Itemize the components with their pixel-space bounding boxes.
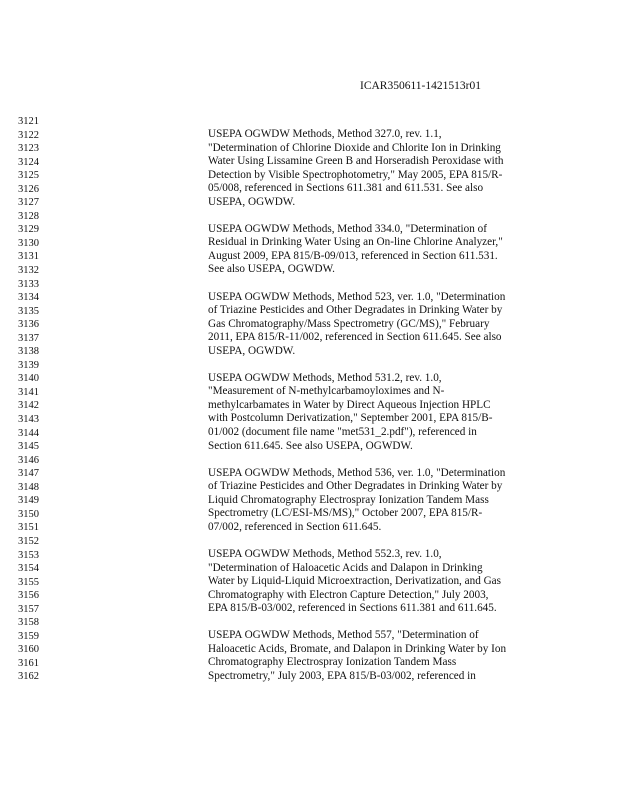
entry-line: "Determination of Chlorine Dioxide and Chlorite Ion in Drinking <box>208 141 501 154</box>
line-number: 3127 <box>18 197 39 209</box>
entry-line: with Postcolumn Derivatization," September 2001, EPA 815/B- <box>208 412 493 425</box>
line-number-column <box>18 115 58 684</box>
reference-entries <box>208 128 538 697</box>
entry-line: USEPA, OGWDW. <box>208 195 296 208</box>
line-number: 3162 <box>18 671 39 683</box>
entry-line: of Triazine Pesticides and Other Degradates in Drinking Water by <box>208 480 503 493</box>
entry-line: USEPA OGWDW Methods, Method 536, ver. 1.0, "Determination <box>208 466 506 479</box>
line-number: 3133 <box>18 278 39 290</box>
document-id: ICAR350611-1421513r01 <box>360 80 481 92</box>
line-number: 3136 <box>18 319 39 331</box>
entry-line: Chromatography with Electron Capture Detection," July 2003, <box>208 588 489 601</box>
line-number: 3138 <box>18 346 39 358</box>
line-number: 3151 <box>18 522 39 534</box>
reference-entry <box>208 372 538 453</box>
line-number: 3156 <box>18 590 39 602</box>
line-number: 3130 <box>18 237 39 249</box>
line-number: 3145 <box>18 441 39 453</box>
entry-line: Chromatography Electrospray Ionization Tandem Mass <box>208 656 457 669</box>
entry-line: Water by Liquid-Liquid Microextraction, Derivatization, and Gas <box>208 575 501 588</box>
entry-line: USEPA OGWDW Methods, Method 523, ver. 1.0, "Determination <box>208 290 506 303</box>
entry-line: USEPA OGWDW Methods, Method 334.0, "Determination of <box>208 222 487 235</box>
line-number: 3157 <box>18 603 39 615</box>
entry-line: methylcarbamates in Water by Direct Aqueous Injection HPLC <box>208 398 491 411</box>
line-number: 3129 <box>18 224 39 236</box>
line-number: 3152 <box>18 535 39 547</box>
line-number: 3137 <box>18 332 39 344</box>
line-number: 3141 <box>18 386 39 398</box>
line-number: 3161 <box>18 657 39 669</box>
line-number: 3132 <box>18 265 39 277</box>
entry-line: Spectrometry (LC/ESI-MS/MS)," October 2007, EPA 815/R- <box>208 507 483 520</box>
line-number: 3125 <box>18 170 39 182</box>
entry-line: August 2009, EPA 815/B-09/013, referenced in Section 611.531. <box>208 249 498 262</box>
line-number: 3143 <box>18 414 39 426</box>
line-number: 3154 <box>18 563 39 575</box>
line-number: 3134 <box>18 292 39 304</box>
entry-line: USEPA OGWDW Methods, Method 327.0, rev. 1.1, <box>208 128 442 140</box>
line-number: 3155 <box>18 576 39 588</box>
entry-line: EPA 815/B-03/002, referenced in Sections 611.381 and 611.645. <box>208 602 497 615</box>
entry-line: Liquid Chromatography Electrospray Ionization Tandem Mass <box>208 493 489 506</box>
line-number: 3123 <box>18 143 39 155</box>
line-number: 3153 <box>18 549 39 561</box>
entry-line: USEPA, OGWDW. <box>208 344 296 357</box>
entry-line: Spectrometry," July 2003, EPA 815/B-03/002, referenced in <box>208 669 476 682</box>
entry-line: USEPA OGWDW Methods, Method 552.3, rev. 1.0, <box>208 547 442 560</box>
line-number: 3149 <box>18 495 39 507</box>
entry-line: 2011, EPA 815/R-11/002, referenced in Section 611.645. See also <box>208 331 502 344</box>
entry-line: Residual in Drinking Water Using an On-line Chlorine Analyzer," <box>208 236 503 249</box>
reference-entry <box>208 467 538 535</box>
line-number: 3144 <box>18 427 39 439</box>
line-number: 3121 <box>18 116 39 127</box>
line-number: 3140 <box>18 373 39 385</box>
line-number: 3126 <box>18 183 39 195</box>
line-number: 3139 <box>18 359 39 371</box>
entry-line: "Determination of Haloacetic Acids and Dalapon in Drinking <box>208 561 483 574</box>
line-number: 3146 <box>18 454 39 466</box>
reference-entry <box>208 128 538 209</box>
line-number: 3160 <box>18 644 39 656</box>
entry-line: 05/008, referenced in Sections 611.381 and 611.531. See also <box>208 182 484 195</box>
entry-line: Gas Chromatography/Mass Spectrometry (GC/MS)," February <box>208 317 490 330</box>
line-number: 3150 <box>18 508 39 520</box>
entry-line: Haloacetic Acids, Bromate, and Dalapon in Drinking Water by Ion <box>208 642 507 655</box>
entry-line: "Measurement of N-methylcarbamoyloximes and N- <box>208 385 445 398</box>
reference-entry <box>208 223 538 277</box>
line-number: 3131 <box>18 251 39 263</box>
entry-line: Detection by Visible Spectrophotometry," May 2005, EPA 815/R- <box>208 168 503 181</box>
entry-line: of Triazine Pesticides and Other Degradates in Drinking Water by <box>208 304 503 317</box>
line-number: 3159 <box>18 630 39 642</box>
reference-entry <box>208 291 538 359</box>
entry-line: See also USEPA, OGWDW. <box>208 263 335 276</box>
entry-line: USEPA OGWDW Methods, Method 557, "Determination of <box>208 629 479 642</box>
line-number: 3158 <box>18 617 39 629</box>
line-number: 3135 <box>18 305 39 317</box>
line-number: 3124 <box>18 156 39 168</box>
line-number: 3147 <box>18 468 39 480</box>
line-number: 3122 <box>18 129 39 141</box>
entry-line: Water Using Lissamine Green B and Horseradish Peroxidase with <box>208 155 504 168</box>
reference-entry <box>208 548 538 616</box>
entry-line: 07/002, referenced in Section 611.645. <box>208 520 382 533</box>
reference-entry <box>208 629 538 683</box>
entry-line: Section 611.645. See also USEPA, OGWDW. <box>208 439 413 452</box>
line-number: 3148 <box>18 481 39 493</box>
line-number: 3128 <box>18 210 39 222</box>
line-number: 3142 <box>18 400 39 412</box>
entry-line: USEPA OGWDW Methods, Method 531.2, rev. 1.0, <box>208 371 442 384</box>
entry-line: 01/002 (document file name "met531_2.pdf"), referenced in <box>208 426 477 439</box>
